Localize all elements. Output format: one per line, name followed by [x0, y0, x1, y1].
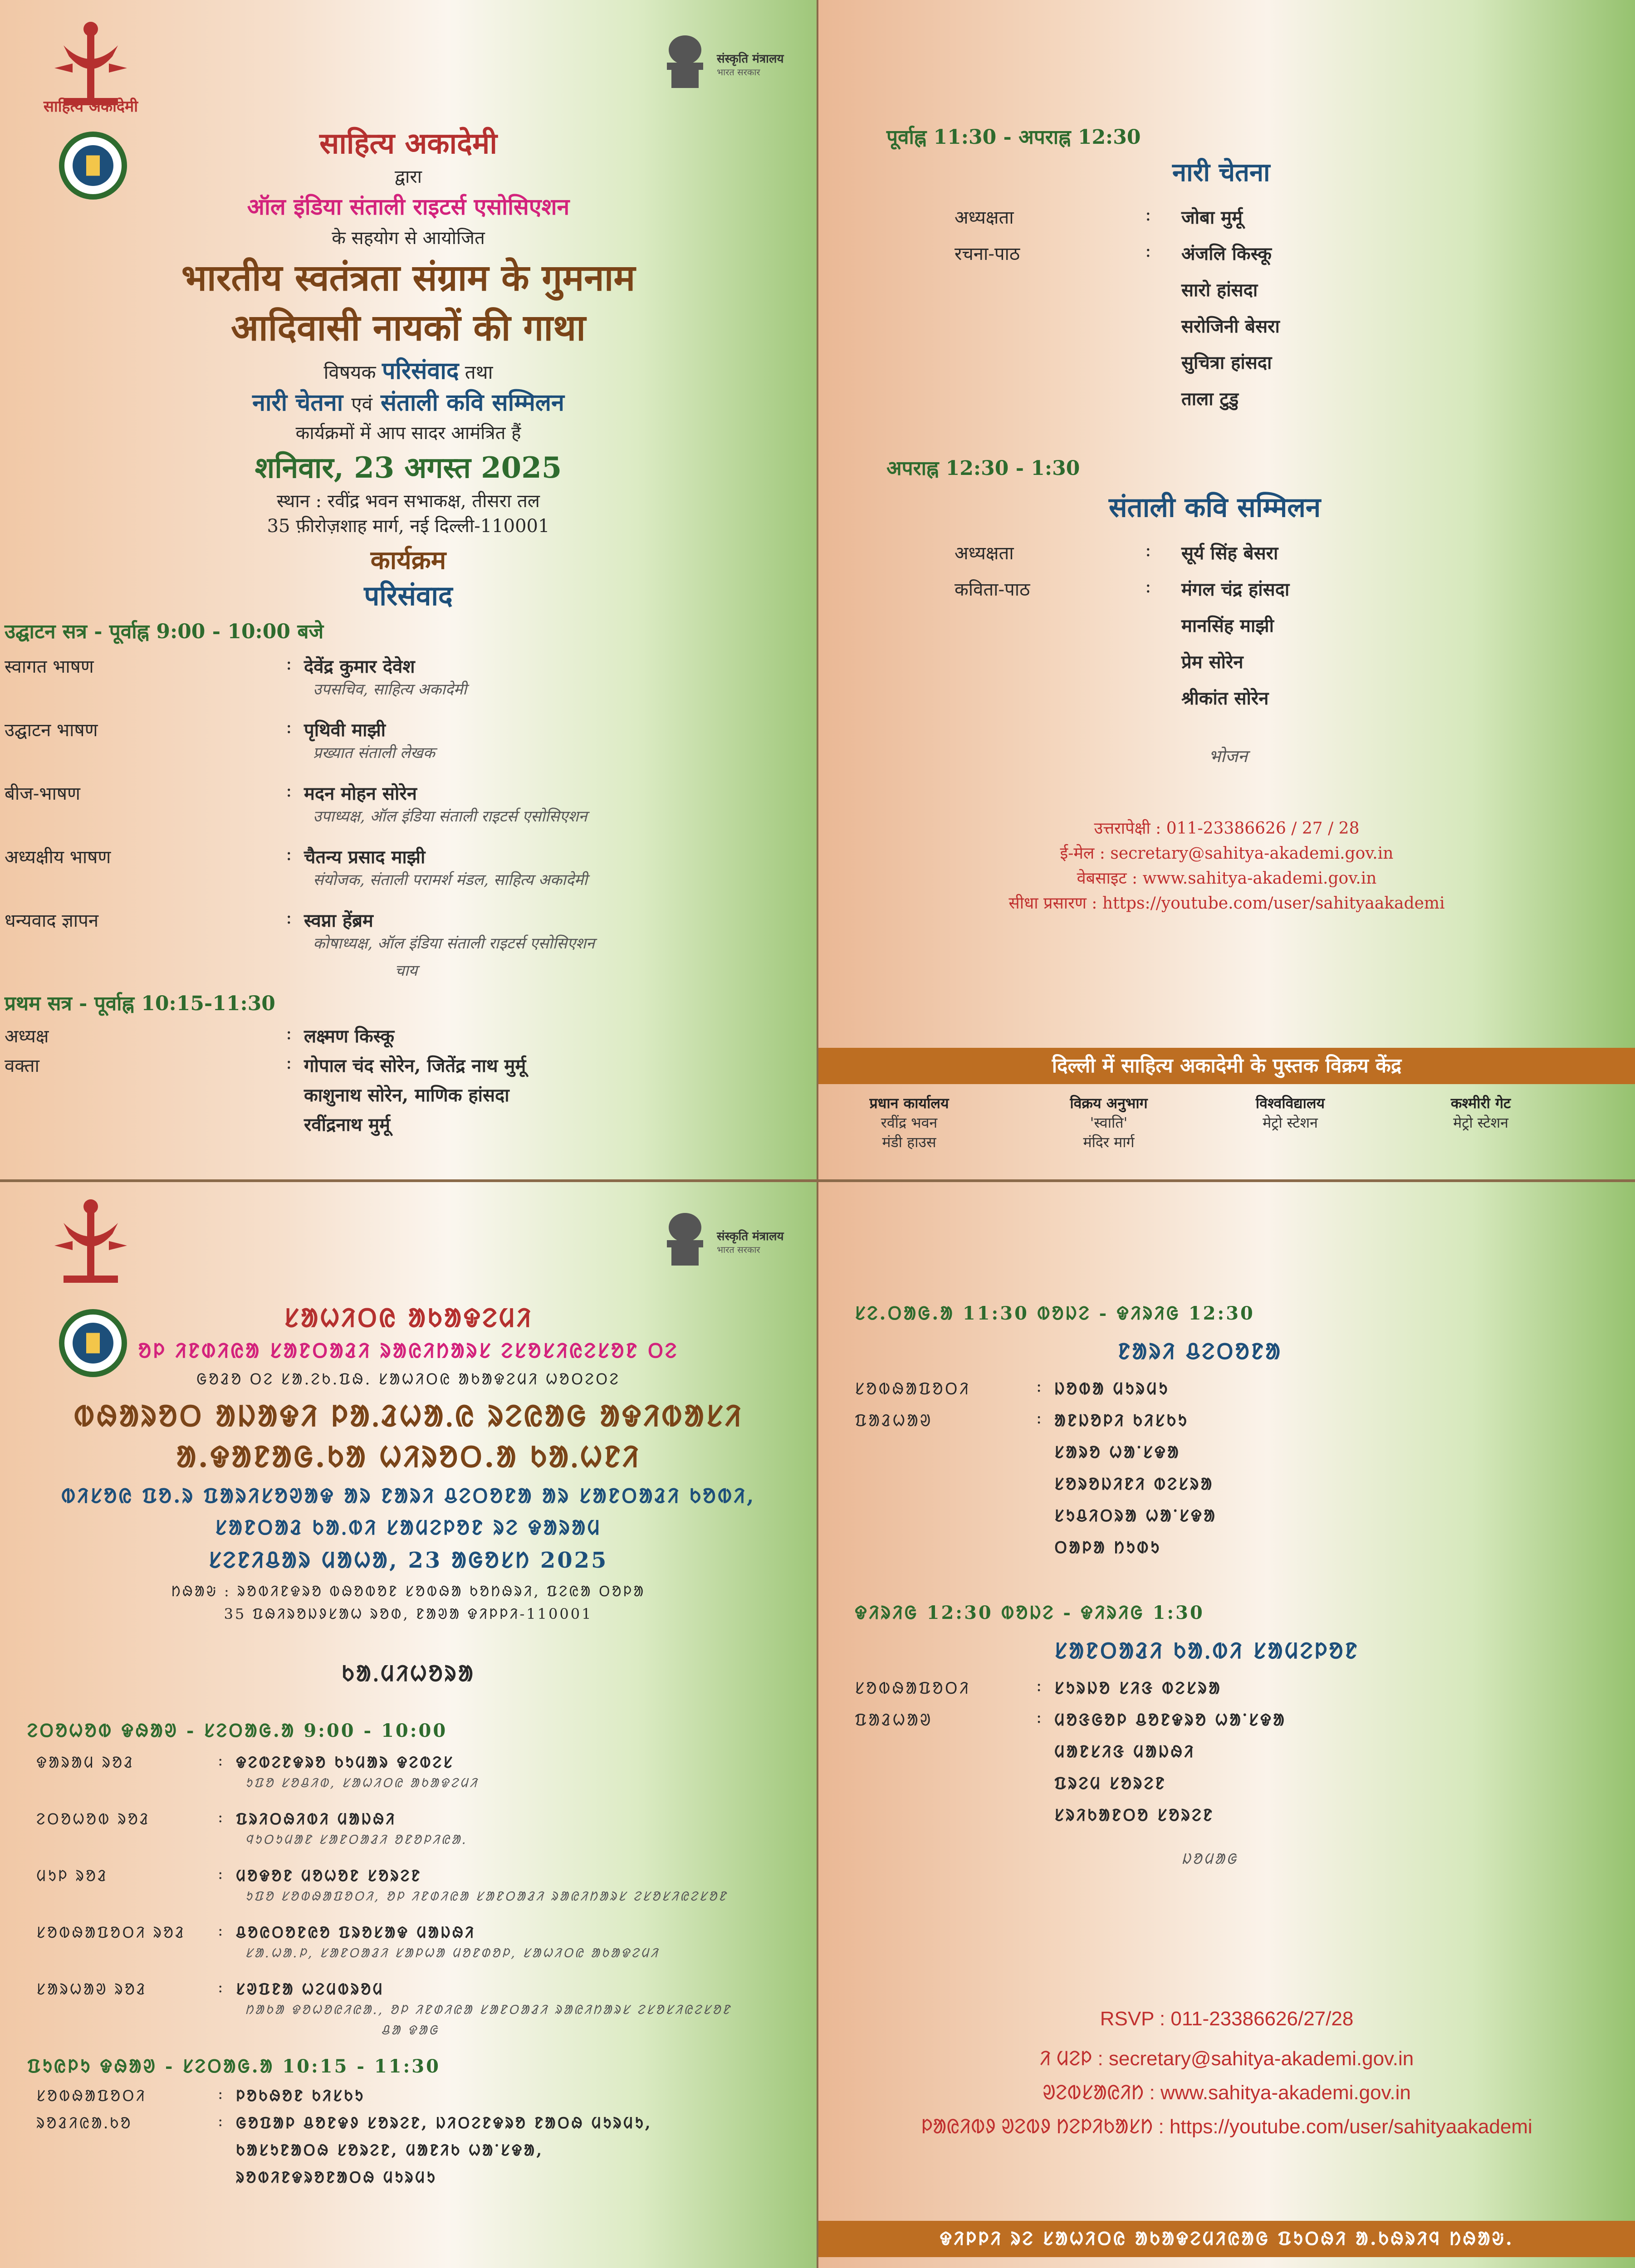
row-sub: उपाध्यक्ष, ऑल इंडिया संताली राइटर्स एसोसिएशन — [313, 807, 587, 826]
venue-line-1: ᱴᱷᱟᱶ : ᱨᱚᱵᱤᱱᱫᱨᱚ ᱵᱷᱚᱵᱚᱱ ᱥᱚᱵᱷᱟ ᱠᱚᱴᱷᱨᱤ, ᱯᱮᱭᱟ ᱛᱚᱞᱟ — [171, 1583, 646, 1600]
colon: : — [1145, 240, 1151, 261]
ministry-sub: भारत सरकार — [717, 1244, 760, 1255]
stall-line: रवींद्र भवन — [881, 1114, 938, 1131]
row-sub: ᱴᱟᱠᱟ ᱫᱚᱦᱚᱭᱤᱭᱟᱹ, ᱚᱞ ᱤᱱᱰᱤᱭᱟ ᱥᱟᱱᱛᱟᱲᱤ ᱨᱟᱭᱤᱴᱟᱨᱥ ᱮᱥᱚᱥᱤᱭᱮᱥᱚᱱ — [245, 2002, 731, 2017]
colon: : — [1036, 1677, 1044, 1695]
s2-reader: ताला टुडु — [1181, 388, 1239, 410]
row-sub: ᱩᱯᱚ ᱥᱚᱵᱷᱟᱯᱚᱛᱤ, ᱚᱞ ᱤᱱᱰᱤᱭᱟ ᱥᱟᱱᱛᱟᱲᱤ ᱨᱟᱭᱤᱴᱟᱨᱥ ᱮᱥᱚᱥᱤᱭᱮᱥᱚᱱ — [245, 1889, 728, 1904]
row-label: उद्घाटन भाषण — [5, 720, 98, 741]
s3-read-label: कविता-पाठ — [955, 579, 1030, 600]
s2-reader: ᱥᱚᱨᱚᱡᱤᱱᱤ ᱵᱮᱥᱨᱟ — [1054, 1475, 1214, 1494]
row-name: ᱫᱮᱵᱮᱱᱫᱨᱚ ᱠᱩᱢᱟᱨ ᱫᱮᱵᱮᱥ — [236, 1754, 455, 1772]
book-stalls-band: दिल्ली में साहित्य अकादेमी के पुस्तक विक्रय केंद्र — [818, 1048, 1635, 1084]
line-b: ᱥᱟᱱᱛᱟᱲ ᱠᱟᱹᱵᱤ ᱥᱟᱢᱮᱞᱚᱱ ᱨᱮ ᱫᱟᱨᱟᱢ — [215, 1516, 602, 1540]
speaker-line: काशुनाथ सोरेन, माणिक हांसदा — [304, 1085, 509, 1106]
symposium-heading: परिसंवाद — [364, 580, 453, 612]
row-sub: उपसचिव, साहित्य अकादेमी — [313, 680, 467, 699]
venue-line-1: स्थान : रवींद्र भवन सभाकक्ष, तीसरा तल — [277, 491, 540, 512]
s3-reader: ᱢᱟᱱᱥᱤᱝ ᱢᱟᱡᱷᱤ — [1054, 1742, 1195, 1761]
row-name: ᱯᱨᱤᱛᱷᱤᱵᱤ ᱢᱟᱡᱷᱤ — [236, 1810, 397, 1828]
email-line[interactable]: ई-मेल : secretary@sahitya-akademi.gov.in — [1060, 844, 1394, 863]
partner-name: ऑल इंडिया संताली राइटर्स एसोसिएशन — [247, 193, 570, 220]
s2-reader: ᱛᱟᱞᱟ ᱴᱩᱰᱩ — [1054, 1538, 1161, 1557]
collab-text: के सहयोग से आयोजित — [332, 228, 485, 249]
hindi-invitation-back — [818, 0, 1635, 1179]
speaker-line: गोपाल चंद सोरेन, जितेंद्र नाथ मुर्मू — [304, 1055, 526, 1076]
colon: : — [218, 1751, 225, 1769]
session-2-time: ᱥᱮ.ᱛᱟᱜ.ᱟ 11:30 ᱵᱚᱡᱮ - ᱫᱤᱨᱤᱜ 12:30 — [855, 1303, 1255, 1324]
row-sub: ᱧᱩᱛᱩᱢᱟᱱ ᱥᱟᱱᱛᱟᱲᱤ ᱚᱱᱚᱞᱤᱭᱟᱹ — [245, 1832, 467, 1847]
venue-line-2: 35 ᱯᱷᱤᱨᱚᱡᱽᱥᱟᱦ ᱨᱚᱰ, ᱱᱟᱣᱟ ᱫᱤᱞᱞᱤ-110001 — [224, 1605, 593, 1623]
colon: : — [218, 1865, 225, 1883]
live-telecast-line[interactable]: सीधा प्रसारण : https://youtube.com/user/sahityaakademi — [1008, 894, 1445, 913]
stall-line: मंदिर मार्ग — [1083, 1134, 1135, 1151]
tea-break: चाय — [395, 962, 418, 980]
colon: : — [218, 2112, 225, 2130]
stall-4 — [1417, 2266, 1562, 2268]
colon: : — [286, 1023, 292, 1044]
s2-reader: ᱥᱩᱪᱤᱛᱨᱟ ᱦᱟᱸᱥᱫᱟ — [1054, 1506, 1217, 1525]
s3-chair-name: ᱥᱩᱨᱡᱚ ᱥᱤᱝ ᱵᱮᱥᱨᱟ — [1054, 1679, 1222, 1698]
colon: : — [1036, 1708, 1044, 1727]
hindi-invitation-front — [0, 0, 817, 1179]
title-line-2: आदिवासी नायकों की गाथा — [231, 306, 586, 349]
through-text: द्वारा — [394, 166, 422, 187]
colon: : — [286, 653, 292, 674]
row-label: बीज-भाषण — [5, 783, 80, 804]
first-session-heading: ᱯᱩᱭᱞᱩ ᱫᱷᱟᱣ - ᱥᱮᱛᱟᱜ.ᱟ 10:15 - 11:30 — [27, 2056, 441, 2077]
row-sub: ᱥᱟ.ᱦᱟ.ᱞ, ᱥᱟᱱᱛᱟᱲᱤ ᱥᱟᱞᱦᱟ ᱢᱚᱱᱰᱚᱞ, ᱥᱟᱦᱤᱛᱭ ᱟᱠᱟᱫᱮᱢᱤ — [245, 1945, 660, 1960]
stall-3 — [1218, 1093, 1363, 1132]
chair-label: अध्यक्ष — [5, 1026, 49, 1047]
event-a: नारी चेतना — [252, 389, 343, 416]
row-sub: ᱩᱯᱚ ᱥᱚᱪᱤᱵ, ᱥᱟᱦᱤᱛᱭ ᱟᱠᱟᱫᱮᱢᱤ — [245, 1775, 479, 1790]
speaker-line: ᱠᱟᱥᱩᱱᱟᱛᱷ ᱥᱚᱨᱮᱱ, ᱢᱟᱱᱤᱠ ᱦᱟᱸᱥᱫᱟ, — [236, 2141, 544, 2160]
event-b: संताली कवि सम्मिलन — [381, 389, 564, 416]
ministry-sub: भारत सरकार — [717, 67, 760, 78]
programme-heading: कार्यक्रम — [370, 545, 446, 575]
book-stalls-band: ᱫᱤᱞᱞᱤ ᱨᱮ ᱥᱟᱦᱤᱛᱭ ᱟᱠᱟᱫᱮᱢᱤᱭᱟᱜ ᱯᱩᱛᱷᱤ ᱟ.ᱠᱷᱨᱤᱧ ᱴᱷᱟᱶ. — [818, 2221, 1635, 2257]
stall-2 — [1027, 2266, 1172, 2268]
colon: : — [286, 717, 292, 738]
s3-reader: ᱥᱨᱤᱠᱟᱱᱛᱚ ᱥᱚᱨᱮᱱ — [1054, 1806, 1214, 1825]
session-3-title: संताली कवि सम्मिलन — [1109, 492, 1321, 523]
sahitya-akademi-logo-icon — [45, 1196, 136, 1305]
row-name: ᱢᱚᱫᱚᱱ ᱢᱚᱦᱚᱱ ᱥᱚᱨᱮᱱ — [236, 1867, 422, 1885]
org-name: साहित्य अकादेमी — [319, 127, 497, 161]
collab-text: ᱜᱚᱲᱚ ᱛᱮ ᱥᱟ.ᱮᱠ.ᱯᱷ. ᱥᱟᱦᱤᱛᱭ ᱟᱠᱟᱫᱮᱢᱤ ᱦᱚᱛᱮᱛᱮ — [196, 1370, 620, 1388]
colon: : — [1145, 204, 1151, 225]
row-label: स्वागत भाषण — [5, 656, 94, 677]
line-a: ᱵᱤᱥᱚᱭ ᱯᱚ.ᱨ ᱯᱟᱨᱤᱥᱚᱣᱟᱫ ᱟᱨ ᱱᱟᱨᱤ ᱪᱮᱛᱚᱱᱟ ᱟᱨ ᱥᱟᱱᱛᱟᱲᱤ ᱠᱚᱵᱤ, — [61, 1485, 756, 1508]
first-session-heading: प्रथम सत्र - पूर्वाह्न 10:15-11:30 — [5, 992, 275, 1015]
colon: : — [218, 1808, 225, 1826]
inaugural-session-heading: उद्घाटन सत्र - पूर्वाह्न 9:00 - 10:00 बजे — [5, 620, 324, 643]
s2-reader: सारो हांसदा — [1181, 279, 1258, 301]
s2-reader: अंजलि किस्कू — [1181, 243, 1272, 264]
stall-name: विश्वविद्यालय — [1255, 1095, 1325, 1112]
row-label: ᱥᱚᱵᱷᱟᱯᱚᱛᱤ ᱨᱚᱲ — [36, 1924, 186, 1942]
s2-chair-name: ᱡᱚᱵᱟ ᱢᱩᱨᱢᱩ — [1054, 1379, 1170, 1398]
row-label: अध्यक्षीय भाषण — [5, 847, 111, 868]
session-2-time: पूर्वाह्न 11:30 - अपराह्न 12:30 — [886, 126, 1141, 149]
row-label: ᱫᱟᱨᱟᱢ ᱨᱚᱲ — [36, 1754, 135, 1772]
colon: : — [218, 1921, 225, 1940]
speaker-line: ᱜᱚᱯᱟᱞ ᱪᱚᱱᱫᱽ ᱥᱚᱨᱮᱱ, ᱡᱤᱛᱮᱱᱫᱨᱚ ᱱᱟᱛᱷ ᱢᱩᱨᱢᱩ, — [236, 2114, 652, 2132]
org-name: ᱥᱟᱦᱤᱛᱭ ᱟᱠᱟᱫᱮᱢᱤ — [284, 1303, 533, 1333]
colon: : — [1036, 1409, 1044, 1427]
row-name: स्वप्ना हेंब्रम — [304, 910, 373, 931]
stall-line: मेट्रो स्टेशन — [1263, 1114, 1318, 1131]
event-and: एवं — [351, 393, 372, 415]
colon: : — [218, 2085, 225, 2103]
s3-read-label: ᱯᱟᱲᱦᱟᱣ — [855, 1711, 933, 1730]
s2-reader: सरोजिनी बेसरा — [1181, 316, 1280, 337]
row-name: चैतन्य प्रसाद माझी — [304, 846, 426, 868]
national-emblem-icon — [653, 1209, 717, 1282]
colon: : — [286, 844, 292, 865]
colon: : — [286, 1052, 292, 1073]
s3-reader: मंगल चंद्र हांसदा — [1181, 579, 1290, 600]
session-3-title: ᱥᱟᱱᱛᱟᱲᱤ ᱠᱟᱹᱵᱤ ᱥᱟᱢᱮᱞᱚᱱ — [1054, 1638, 1359, 1664]
event-date: शनिवार, 23 अगस्त 2025 — [255, 451, 562, 485]
session-3-time: ᱫᱤᱨᱤᱜ 12:30 ᱵᱚᱡᱮ - ᱫᱤᱨᱤᱜ 1:30 — [855, 1602, 1204, 1623]
stall-3 — [1227, 2266, 1372, 2268]
ministry-label: संस्कृति मंत्रालय — [717, 52, 784, 66]
stall-name: प्रधान कार्यालय — [869, 1095, 949, 1112]
s2-read-label: ᱯᱟᱲᱦᱟᱣ — [855, 1412, 933, 1430]
logo-caption: साहित्य अकादेमी — [43, 98, 138, 116]
chair-label: ᱥᱚᱵᱷᱟᱯᱚᱛᱤ — [36, 2087, 147, 2105]
speakers-label: वक्ता — [5, 1056, 39, 1076]
rsvp: RSVP : 011-23386626/27/28 — [1100, 2008, 1354, 2030]
s2-reader: सुचित्रा हांसदा — [1181, 352, 1272, 373]
email-line[interactable]: ᱤ ᱢᱮᱞ : secretary@sahitya-akademi.gov.in — [1039, 2048, 1414, 2070]
row-sub: संयोजक, संताली परामर्श मंडल, साहित्य अकादेमी — [313, 871, 587, 889]
title-line-1: भारतीय स्वतंत्रता संग्राम के गुमनाम — [181, 256, 636, 299]
row-label: ᱢᱩᱞ ᱨᱚᱲ — [36, 1867, 108, 1885]
row-name: देवेंद्र कुमार देवेश — [304, 656, 415, 677]
row-label: ᱮᱛᱚᱦᱚᱵ ᱨᱚᱲ — [36, 1810, 151, 1828]
s2-chair-name: जोबा मुर्मू — [1181, 207, 1243, 228]
row-label: धन्यवाद ज्ञापन — [5, 910, 99, 931]
website-line[interactable]: ᱣᱮᱵᱥᱟᱭᱤᱴ : www.sahitya-akademi.gov.in — [1043, 2082, 1411, 2104]
stall-line: मंडी हाउस — [882, 1134, 936, 1151]
stall-line: 'स्वाति' — [1090, 1114, 1128, 1131]
speakers-label: ᱨᱚᱲᱤᱭᱟᱹᱠᱚ — [36, 2114, 132, 2132]
row-name: पृथिवी माझी — [304, 719, 386, 741]
s3-reader: ᱯᱨᱮᱢ ᱥᱚᱨᱮᱱ — [1054, 1774, 1166, 1793]
event-date: ᱥᱮᱱᱤᱪᱟᱨ ᱢᱟᱦᱟ, 23 ᱟᱜᱚᱥᱴ 2025 — [208, 1548, 608, 1573]
colon: : — [218, 1978, 225, 1996]
row-sub: प्रख्यात संताली लेखक — [313, 744, 435, 762]
website-line[interactable]: वेबसाइट : www.sahitya-akademi.gov.in — [1077, 869, 1377, 888]
session-3-time: अपराह्न 12:30 - 1:30 — [886, 457, 1080, 480]
stall-name: विक्रय अनुभाग — [1070, 1095, 1148, 1112]
s3-reader: प्रेम सोरेन — [1181, 651, 1243, 673]
row-name: ᱪᱚᱭᱛᱚᱱᱭᱚ ᱯᱨᱚᱥᱟᱫ ᱢᱟᱡᱷᱤ — [236, 1924, 476, 1942]
lunch: ᱡᱚᱢᱟᱜ — [1181, 1850, 1238, 1867]
speaker-line: ᱨᱚᱵᱤᱱᱫᱨᱚᱱᱟᱛᱷ ᱢᱩᱨᱢᱩ — [236, 2169, 437, 2187]
session-2-title: ᱱᱟᱨᱤ ᱪᱮᱛᱚᱱᱟ — [1118, 1339, 1283, 1364]
venue-line-2: 35 फ़ीरोज़शाह मार्ग, नई दिल्ली-110001 — [267, 516, 550, 537]
stall-2 — [1036, 1093, 1181, 1152]
speaker-line: रवींद्रनाथ मुर्मू — [304, 1114, 391, 1135]
session-2-title: नारी चेतना — [1172, 157, 1270, 187]
olchiki-invitation-back — [818, 1182, 1635, 2268]
stall-name: कश्मीरी गेट — [1450, 1095, 1511, 1112]
colon: : — [286, 907, 292, 928]
live-telecast-line[interactable]: ᱞᱟᱭᱤᱵᱽ ᱣᱮᱵᱽ ᱴᱮᱞᱤᱠᱟᱥᱴ : https://youtube.com/user/sahityaakademi — [921, 2116, 1532, 2138]
row-label: ᱥᱟᱨᱦᱟᱣ ᱨᱚᱲ — [36, 1980, 147, 1999]
stall-line: मेट्रो स्टेशन — [1453, 1114, 1508, 1131]
colon: : — [1145, 540, 1151, 561]
row-sub: कोषाध्यक्ष, ऑल इंडिया संताली राइटर्स एसोसिएशन — [313, 934, 595, 953]
lunch: भोजन — [1209, 746, 1248, 766]
colon: : — [1145, 576, 1151, 597]
inaugural-session-heading: ᱮᱛᱚᱦᱚᱵ ᱫᱷᱟᱣ - ᱥᱮᱛᱟᱜ.ᱟ 9:00 - 10:00 — [27, 1720, 448, 1741]
s2-reader: ᱥᱟᱨᱚ ᱦᱟᱸᱥᱫᱟ — [1054, 1443, 1180, 1462]
row-name: मदन मोहन सोरेन — [304, 783, 417, 804]
tea-break: ᱪᱟ ᱫᱟᱜ — [381, 2023, 439, 2038]
title-line-1: ᱵᱷᱟᱨᱚᱛ ᱟᱡᱟᱫᱤ ᱞᱟᱹᱲᱦᱟᱹᱭ ᱨᱮᱭᱟᱜ ᱟᱫᱤᱵᱟᱥᱤ — [73, 1399, 743, 1433]
s3-chair-label: अध्यक्षता — [955, 543, 1014, 564]
events-line — [0, 386, 817, 418]
s3-reader: ᱢᱚᱝᱜᱚᱞ ᱪᱚᱱᱫᱨᱚ ᱦᱟᱸᱥᱫᱟ — [1054, 1711, 1287, 1730]
s3-reader: श्रीकांत सोरेन — [1181, 688, 1269, 709]
ministry-label: संस्कृति मंत्रालय — [717, 1230, 784, 1243]
colon: : — [1036, 1377, 1044, 1396]
s3-chair-label: ᱥᱚᱵᱷᱟᱯᱚᱛᱤ — [855, 1679, 970, 1698]
stall-1 — [837, 1093, 982, 1152]
s2-reader: ᱟᱱᱡᱚᱞᱤ ᱠᱤᱥᱠᱩ — [1054, 1411, 1189, 1430]
chair-name: लक्ष्मण किस्कू — [304, 1026, 395, 1047]
invite-text: कार्यक्रमों में आप सादर आमंत्रित हैं — [295, 423, 521, 444]
chair-name: ᱞᱚᱠᱷᱚᱱ ᱠᱤᱥᱠᱩ — [236, 2087, 365, 2105]
stall-4 — [1408, 1093, 1553, 1132]
stall-1 — [837, 2266, 982, 2268]
topic-word: परिसंवाद — [382, 357, 459, 385]
olchiki-invitation-front — [0, 1182, 817, 2268]
title-line-2: ᱟ.ᱫᱟᱱᱟᱜ.ᱠᱟ ᱦᱤᱨᱚᱛ.ᱟ ᱠᱟᱹᱦᱱᱤ — [176, 1440, 641, 1474]
national-emblem-icon — [653, 32, 717, 104]
topic-line — [0, 354, 817, 386]
rsvp: उत्तरापेक्षी : 011-23386626 / 27 / 28 — [1094, 819, 1360, 838]
s2-chair-label: अध्यक्षता — [955, 207, 1014, 228]
row-name: ᱥᱣᱯᱱᱟ ᱦᱮᱢᱵᱨᱚᱢ — [236, 1980, 384, 1999]
s3-reader: मानसिंह माझी — [1181, 615, 1274, 636]
s3-chair-name: सूर्य सिंह बेसरा — [1181, 543, 1278, 564]
topic-post: तथा — [465, 361, 493, 383]
s2-chair-label: ᱥᱚᱵᱷᱟᱯᱚᱛᱤ — [855, 1380, 970, 1398]
partner-name: ᱚᱞ ᱤᱱᱰᱤᱭᱟ ᱥᱟᱱᱛᱟᱲᱤ ᱨᱟᱭᱤᱴᱟᱨᱥ ᱮᱥᱚᱥᱤᱭᱮᱥᱚᱱ ᱛᱮ — [138, 1339, 679, 1363]
programme-heading: ᱠᱟᱹᱢᱤᱦᱚᱨᱟ — [342, 1661, 475, 1686]
s2-read-label: रचना-पाठ — [955, 244, 1020, 264]
topic-pre: विषयक — [323, 361, 376, 383]
colon: : — [286, 780, 292, 801]
